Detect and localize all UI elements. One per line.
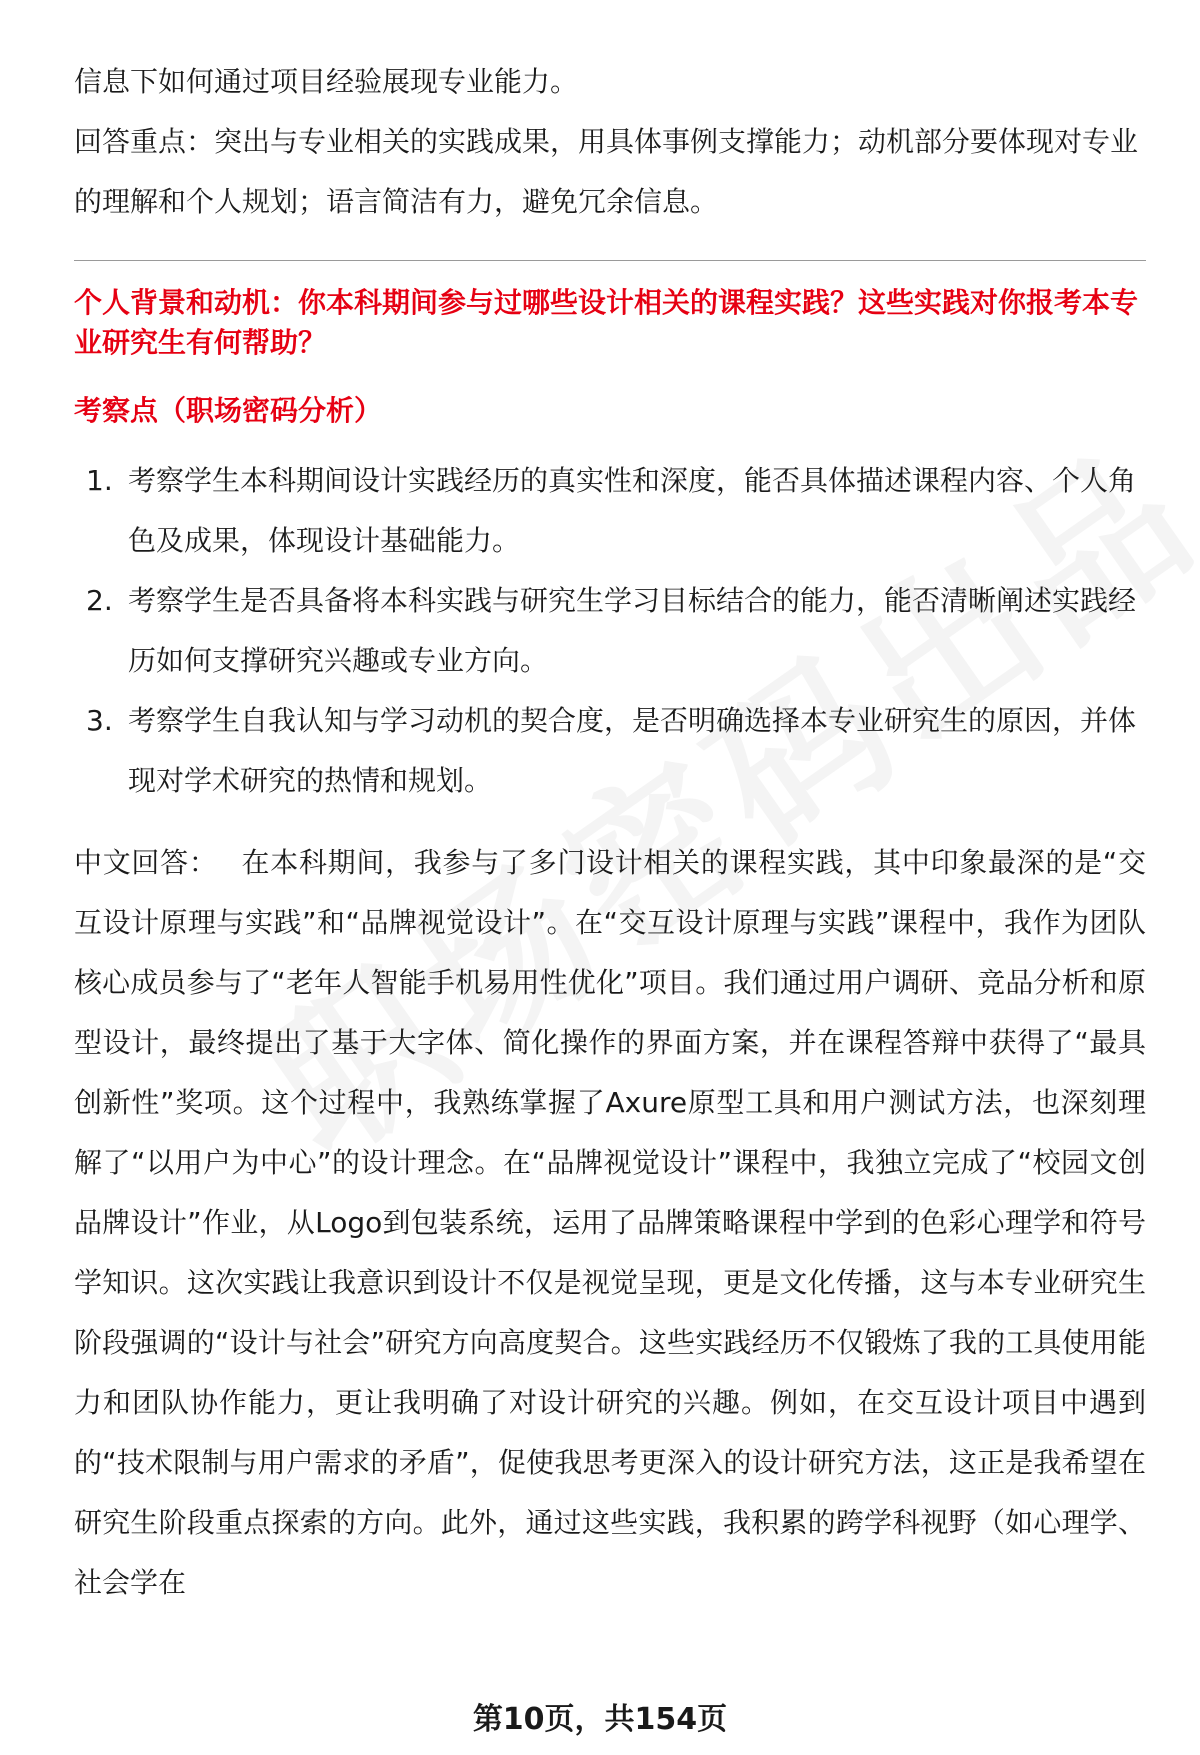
section-divider	[74, 260, 1146, 261]
page-number: 第10页，共154页	[472, 1702, 728, 1737]
point-number: 2.	[86, 584, 113, 617]
page-content	[74, 52, 1146, 1613]
point-number: 3.	[86, 704, 113, 737]
point-text: 考察学生本科期间设计实践经历的真实性和深度，能否具体描述课程内容、个人角色及成果，体现设计基础能力。	[128, 464, 1137, 557]
assessment-point	[74, 451, 1146, 571]
assessment-title: 考察点（职场密码分析）	[74, 394, 383, 427]
answer-paragraph	[74, 833, 1146, 1613]
answer-label: 中文回答：	[74, 846, 218, 879]
intro-line: 信息下如何通过项目经验展现专业能力。	[74, 65, 579, 98]
point-text: 考察学生自我认知与学习动机的契合度，是否明确选择本专业研究生的原因，并体现对学术研究的热情和规划。	[128, 704, 1137, 797]
assessment-point	[74, 571, 1146, 691]
question-title: 个人背景和动机：你本科期间参与过哪些设计相关的课程实践？这些实践对你报考本专业研究生有何帮助？	[74, 286, 1139, 359]
assessment-points	[74, 451, 1146, 811]
point-number: 1.	[86, 464, 113, 497]
answer-focus: 回答重点：突出与专业相关的实践成果，用具体事例支撑能力；动机部分要体现对专业的理解和个人规划；语言简洁有力，避免冗余信息。	[74, 125, 1139, 218]
assessment-point	[74, 691, 1146, 811]
answer-text: 在本科期间，我参与了多门设计相关的课程实践，其中印象最深的是“交互设计原理与实践”和“品牌视觉设计”。在“交互设计原理与实践”课程中，我作为团队核心成员参与了“老年人智能手机易用性优化”项目。我们通过用户调研、竞品分析和原型设计，最终提出了基于大字体、简化操作的界面方案，并在课程答辩中获得了“最具创新性”奖项。这个过程中，我熟练掌握了Axure原型工具和用户测试方法，也深刻理解了“以用户为中心”的设计理念。在“品牌视觉设计”课程中，我独立完成了“校园文创品牌设计”作业，从Logo到包装系统，运用了品牌策略课程中学到的色彩心理学和符号学知识。这次实践让我意识到设计不仅是视觉呈现，更是文化传播，这与本专业研究生阶段强调的“设计与社会”研究方向高度契合。这些实践经历不仅锻炼了我的工具使用能力和团队协作能力，更让我明确了对设计研究的兴趣。例如，在交互设计项目中遇到的“技术限制与用户需求的矛盾”，促使我思考更深入的设计研究方法，这正是我希望在研究生阶段重点探索的方向。此外，通过这些实践，我积累的跨学科视野（如心理学、社会学在	[74, 846, 1146, 1599]
point-text: 考察学生是否具备将本科实践与研究生学习目标结合的能力，能否清晰阐述实践经历如何支撑研究兴趣或专业方向。	[128, 584, 1137, 677]
